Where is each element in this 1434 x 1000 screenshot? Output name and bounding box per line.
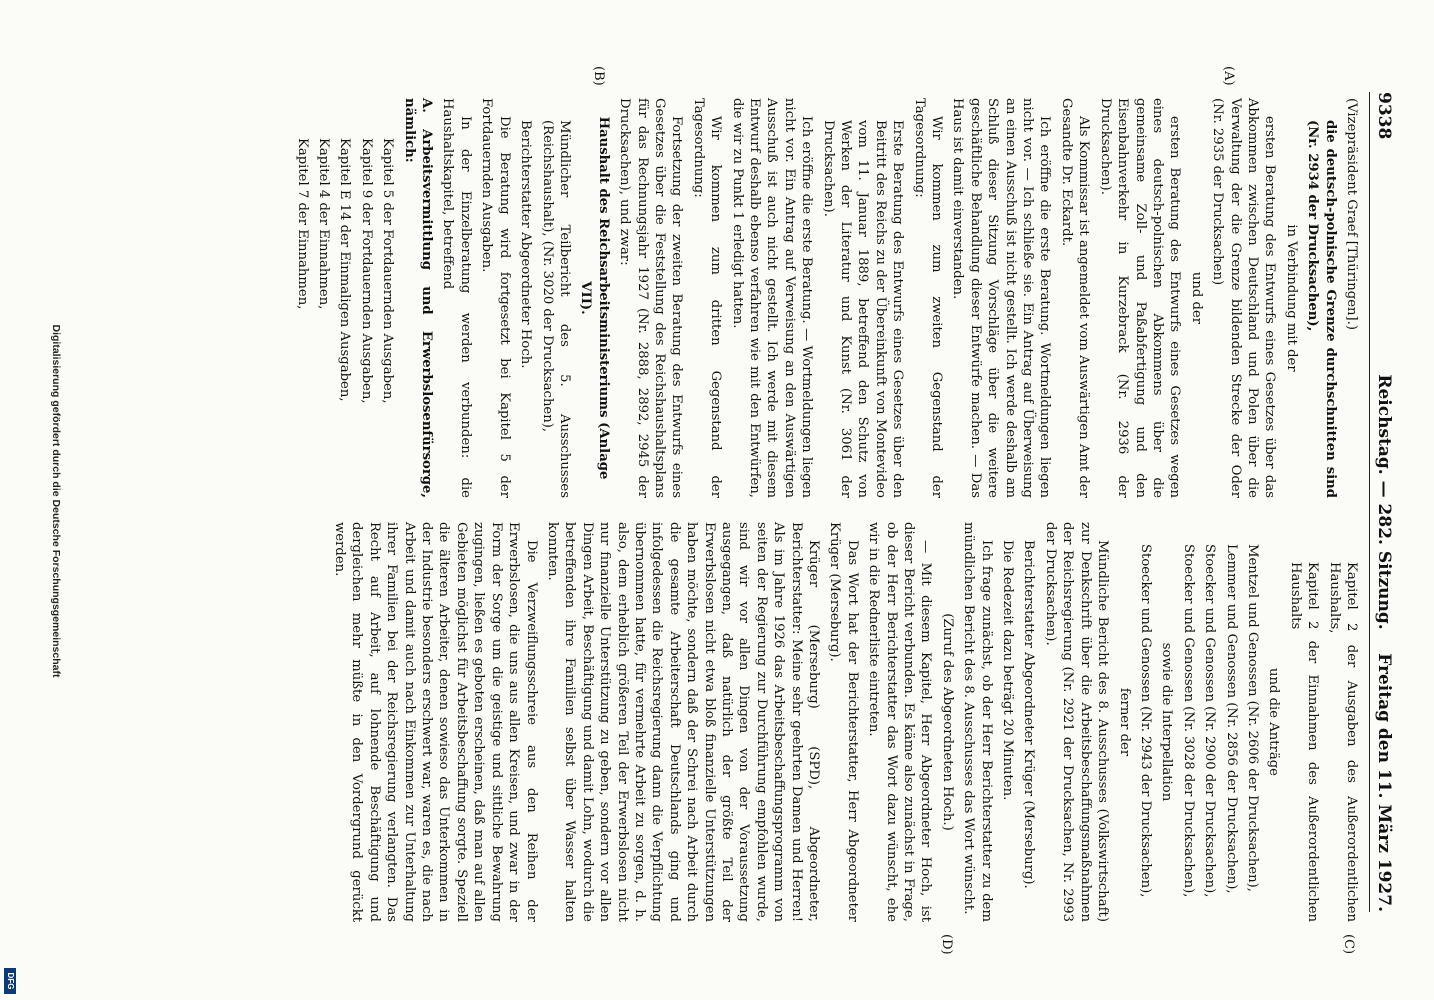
right-column [327,522,1360,922]
paragraph: Die Verzweiflungsschreie aus den Reihen der Erwerbslosen, die uns aus allen Kreisen, und zwar in der Form der Sorge um die geistige und sittliche Bewahrung zugingen, ließen es geboten erscheinen, daß man auf allen Gebieten möglichst für Arbeitsbeschaffung sorgte. Speziell die älteren Arbeiter, denen sowieso das Unterkommen in der Industrie besonders erschwert war, waren es, die nach Arbeit und damit auch nach Einkommen zur Unterhaltung ihrer Familien bei der Reichsregierung verlangten. Das Recht auf Arbeit, auf lohnende Beschäftigung und dergleichen mehr müßte in den Vordergrund gerückt werden. [332,522,539,922]
paragraph: Erste Beratung des Entwurfs eines Gesetzes über den Beitritt des Reichs zu der Übereinkunft von Montevideo vom 11. Januar 1889, betreffend den Schutz von Werken der Literatur und Kunst (Nr. 3061 der Drucksachen). [820,120,906,498]
list-item: Kapitel 7 der Einnahmen, [294,138,310,310]
paragraph: ferner der [1116,687,1132,757]
page-number: 9338 [1374,92,1394,140]
list-item: Lemmer und Genossen (Nr. 2856 der Drucksachen), [1223,544,1239,894]
paragraph: Die Redezeit dazu beträgt 20 Minuten. [1000,540,1016,801]
paragraph: — Mit diesem Kapitel, Herr Abgeordneter Hoch, ist dieser Bericht verbunden. Es käme also zunächst in Frage, ob der Herr Berichterstatter das Wort dazu wünscht, ehe wir in die Rednerliste eintreten. [866,522,934,922]
paragraph: (Vizepräsident Graef [Thüringen].) [1344,98,1359,330]
paragraph: In der Einzelberatung werden verbunden: die Haushaltskapitel, betreffend [440,98,473,498]
paragraph: ersten Beratung des Entwurfs eines Gesetzes wegen eines deutsch-polnischen Abkommens über die gemeinsame Zoll- und Paßabfertigung und den Eisenbahnverkehr in Kurzebrack (Nr. 2936 der Drucksachen). [1097,98,1183,498]
paragraph: (Zuruf des Abgeordneten Hoch.) [939,613,955,831]
list-item: Mentzel und Genossen (Nr. 2606 der Drucksachen), [1244,544,1260,892]
list-item: Stoecker und Genossen (Nr. 2943 der Drucksachen), [1137,544,1153,898]
list-item: Kapitel 2 der Ausgaben des Außerordentlichen Haushalts, [1326,562,1359,922]
list-item: Kapitel 2 der Einnahmen des Außerordentlichen Haushalts [1287,562,1321,922]
paragraph: ersten Beratung des Entwurfs eines Gesetzes über das Abkommen zwischen Deutschland und Polen über die Verwaltung der die Grenze bildenden Strecke der Oder (Nr. 2935 der Drucksachen) [1210,98,1278,498]
paragraph: Mündlicher Teilbericht des 5. Ausschusses (Reichshaushalt), (Nr. 3020 der Drucksachen), [539,120,572,498]
paragraph: Haushalt des Reichsarbeitsministeriums (Anlage VII). [578,116,611,480]
paragraph: und die Anträge [1266,667,1282,776]
list-item: Kapitel 9 der Fortdauernden Ausgaben, [358,138,374,404]
paragraph: Wir kommen zum dritten Gegenstand der Tagesordnung: [690,98,724,498]
left-column [289,98,1360,498]
paragraph: Krüger (Merseburg) (SPD), Abgeordneter, Berichterstatter: Meine sehr geehrten Damen und Herren! Als im Jahre 1926 das Arbeitsbeschaffungsprogramm von seiten der Regierung zur Durchführung empfohlen wurde, sind wir vor allen Dingen von der Voraussetzung ausgegangen, daß natürlich der größte Teil der Erwerbslosen nicht etwa bloß finanzielle Unterstützungen haben möchte, sondern daß der Schrei nach Arbeit durch die gesamte Arbeiterschaft Deutschlands ging und infolgedessen die Reichsregierung dann die Verpflichtung übernommen hatte, für vermehrte Arbeit zu sorgen, d. h. also, dem erheblich größeren Teil der Erwerbslosen nicht nur finanzielle Unterstützung zu geben, sondern vor allen Dingen Arbeit, Beschäftigung und damit Lohn, wodurch die betreffenden ihre Familien selbst über Wasser halten konnten. [544,522,822,922]
paragraph: Ich frage zunächst, ob der Herr Berichterstatter zu dem mündlichen Bericht des 8. Ausschusses das Wort wünscht. [961,522,994,922]
paragraph: Ich eröffne die erste Beratung. — Wortmeldungen liegen nicht vor. Ein Antrag auf Verweisung an den Auswärtigen Ausschuß ist auch nicht gestellt. Ich werde mit diesem Entwurf deshalb ebenso verfahren wie mit den Entwürfen, die wir zu Punkt 1 erledigt hatten. [729,98,815,498]
margin-mark-d: (D) [939,934,954,955]
header-title: Reichstag. — 282. Sitzung. [1374,374,1394,630]
paragraph: Die Beratung wird fortgesetzt bei Kapitel 5 der Fortdauernden Ausgaben. [479,98,512,498]
paragraph: sowie die Interpellation [1159,642,1175,802]
dfg-logo: DFG [4,968,16,994]
list-item: Stoecker und Genossen (Nr. 3028 der Drucksachen), [1180,544,1196,898]
list-item: Kapitel 5 der Fortdauernden Ausgaben, [380,138,396,404]
margin-mark-b: (B) [591,66,606,86]
header-date: Freitag den 11. März 1927. [1374,653,1394,912]
paragraph: Das Wort hat der Berichterstatter, Herr Abgeordneter Krüger (Merseburg). [827,522,860,922]
paragraph: Wir kommen zum zweiten Gegenstand der Tagesordnung: [911,98,945,498]
paragraph: die deutsch-polnische Grenze durchschnitten sind (Nr. 2934 der Drucksachen), [1305,120,1338,498]
list-item: Kapitel E 14 der Einmaligen Ausgaben, [337,138,353,402]
margin-mark-a: (A) [1221,66,1236,86]
paragraph: in Verbindung mit der [1283,224,1299,372]
list-item: Stoecker und Genossen (Nr. 2900 der Drucksachen), [1202,544,1218,898]
digitization-note: Digitalisierung gefördert durch die Deutsche Forschungsgemeinschaft [50,324,62,678]
page-header [1369,92,1396,912]
margin-mark-c: (C) [1341,934,1356,955]
paragraph: Ich eröffne die erste Beratung. Wortmeldungen liegen nicht vor. — Ich schließe sie. Ein Antrag auf Überweisung an einen Ausschuß ist nicht gestellt. Ich werde deshalb am Schluß dieser Sitzung Vorschläge über die weitere geschäftliche Behandlung dieser Entwürfe machen. — Das Haus ist damit einverstanden. [950,98,1053,498]
paragraph: Berichterstatter Abgeordneter Krüger (Merseburg). [1021,540,1037,889]
paragraph: Berichterstatter Abgeordneter Hoch. [518,120,534,369]
paragraph: und der [1188,271,1204,325]
list-item: Kapitel 4 der Einnahmen, [316,138,332,310]
paragraph: A. Arbeitsvermittlung und Erwerbslosenfürsorge, nämlich: [401,98,435,498]
paragraph: Fortsetzung der zweiten Beratung des Entwurfs eines Gesetzes über die Feststellung des Reichshaushaltsplans für das Rechnungsjahr 1927 (Nr. 2888, 2892, 2945 der Drucksachen), und zwar: [617,98,685,498]
paragraph: Mündliche Bericht des 8. Ausschusses (Volkswirtschaft) zur Denkschrift über die Arbeitsbeschaffungsmaßnahmen der Reichsregierung (Nr. 2921 der Drucksachen, Nr. 2993 der Drucksachen). [1042,522,1111,922]
paragraph: Als Kommissar ist angemeldet vom Auswärtigen Amt der Gesandte Dr. Eckardt. [1058,98,1092,498]
